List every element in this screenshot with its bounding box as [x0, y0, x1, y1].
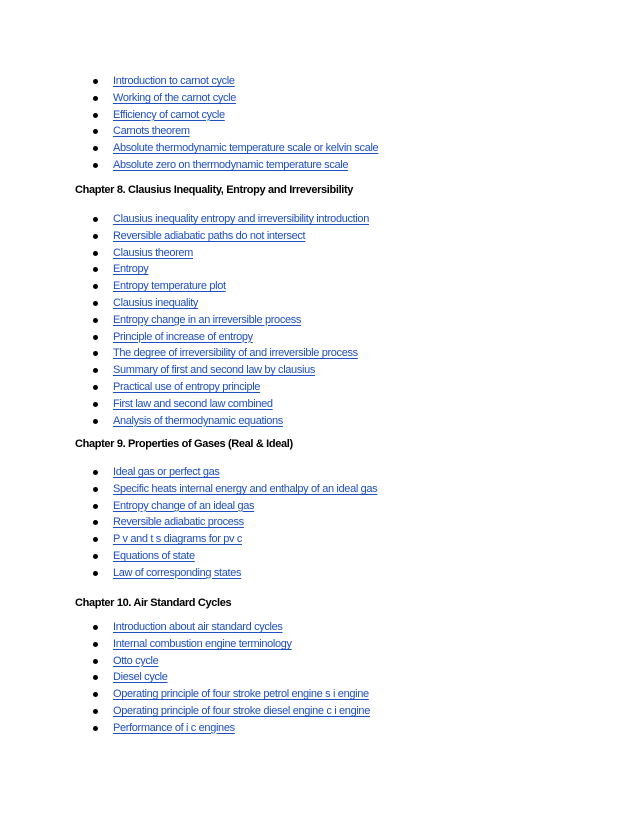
topic-link[interactable]: Absolute zero on thermodynamic temperature scale — [113, 158, 349, 171]
list-item — [0, 720, 638, 737]
list-item — [0, 619, 638, 636]
bullet-icon — [93, 335, 98, 340]
topic-link[interactable]: Operating principle of four stroke petrol engine s i engine — [113, 688, 369, 701]
list-item — [0, 140, 638, 157]
bullet-icon — [93, 537, 98, 542]
list-item — [0, 686, 638, 703]
list-item — [0, 531, 638, 548]
list-item — [0, 107, 638, 124]
topic-link[interactable]: Analysis of thermodynamic equations — [113, 414, 283, 427]
chapter-8-topics-list — [0, 211, 638, 429]
topic-link[interactable]: Entropy change of an ideal gas — [113, 499, 255, 512]
list-item — [0, 636, 638, 653]
bullet-icon — [93, 692, 98, 697]
bullet-icon — [93, 487, 98, 492]
topic-link[interactable]: Practical use of entropy principle — [113, 380, 261, 393]
list-item — [0, 514, 638, 531]
bullet-icon — [93, 402, 98, 407]
topic-link[interactable]: Law of corresponding states — [113, 566, 242, 579]
topic-link[interactable]: Reversible adiabatic paths do not intersect — [113, 229, 306, 242]
topic-link[interactable]: First law and second law combined — [113, 397, 273, 410]
bullet-icon — [93, 351, 98, 356]
chapter-10-heading: Chapter 10. Air Standard Cycles — [75, 597, 232, 609]
bullet-icon — [93, 642, 98, 647]
topic-link[interactable]: Clausius inequality — [113, 296, 199, 309]
bullet-icon — [93, 113, 98, 118]
list-item — [0, 73, 638, 90]
list-item — [0, 157, 638, 174]
topic-link[interactable]: Clausius theorem — [113, 246, 193, 259]
list-item — [0, 379, 638, 396]
list-item — [0, 565, 638, 582]
topic-link[interactable]: Clausius inequality entropy and irreversibility introduction — [113, 213, 369, 225]
bullet-icon — [93, 284, 98, 289]
list-item — [0, 548, 638, 565]
list-item — [0, 703, 638, 720]
bullet-icon — [93, 163, 98, 168]
list-item — [0, 396, 638, 413]
bullet-icon — [93, 79, 98, 84]
bullet-icon — [93, 419, 98, 424]
topic-link[interactable]: Entropy change in an irreversible process — [113, 313, 302, 326]
bullet-icon — [93, 318, 98, 323]
bullet-icon — [93, 96, 98, 101]
bullet-icon — [93, 571, 98, 576]
bullet-icon — [93, 146, 98, 151]
chapter-9-topics-list — [0, 464, 638, 582]
topic-link[interactable]: Carnots theorem — [113, 125, 190, 138]
topic-link[interactable]: Performance of i c engines — [113, 721, 235, 734]
topic-link[interactable]: Introduction about air standard cycles — [113, 621, 283, 633]
bullet-icon — [93, 470, 98, 475]
topic-link[interactable]: P v and t s diagrams for pv c — [113, 533, 243, 546]
bullet-icon — [93, 267, 98, 272]
topic-link[interactable]: Reversible adiabatic process — [113, 516, 244, 529]
topic-link[interactable]: Working of the carnot cycle — [113, 91, 237, 104]
topic-link[interactable]: Operating principle of four stroke diesel engine c i engine — [113, 704, 370, 717]
topic-link[interactable]: Otto cycle — [113, 654, 159, 667]
bullet-icon — [93, 520, 98, 525]
carnot-topics-list — [0, 73, 638, 174]
topic-link[interactable]: Diesel cycle — [113, 671, 168, 684]
topic-link[interactable]: Efficiency of carnot cycle — [113, 108, 225, 121]
list-item — [0, 362, 638, 379]
topic-link[interactable]: Entropy — [113, 263, 149, 276]
bullet-icon — [93, 385, 98, 390]
list-item — [0, 413, 638, 430]
bullet-icon — [93, 659, 98, 664]
list-item — [0, 481, 638, 498]
bullet-icon — [93, 368, 98, 373]
bullet-icon — [93, 709, 98, 714]
list-item — [0, 498, 638, 515]
bullet-icon — [93, 675, 98, 680]
topic-link[interactable]: Ideal gas or perfect gas — [113, 466, 220, 478]
topic-link[interactable]: Introduction to carnot cycle — [113, 75, 235, 87]
list-item — [0, 669, 638, 686]
topic-link[interactable]: Absolute thermodynamic temperature scale or kelvin scale — [113, 142, 379, 155]
bullet-icon — [93, 217, 98, 222]
topic-link[interactable]: Principle of increase of entropy — [113, 330, 253, 343]
topic-link[interactable]: Equations of state — [113, 549, 195, 562]
list-item — [0, 329, 638, 346]
bullet-icon — [93, 726, 98, 731]
list-item — [0, 245, 638, 262]
list-item — [0, 123, 638, 140]
topic-link[interactable]: Summary of first and second law by clausius — [113, 364, 315, 377]
chapter-10-topics-list — [0, 619, 638, 737]
bullet-icon — [93, 554, 98, 559]
list-item — [0, 211, 638, 228]
topic-link[interactable]: The degree of irreversibility of and irreversible process — [113, 347, 358, 360]
topic-link[interactable]: Specific heats internal energy and enthalpy of an ideal gas — [113, 482, 378, 495]
chapter-9-heading: Chapter 9. Properties of Gases (Real & Ideal) — [75, 438, 293, 450]
list-item — [0, 464, 638, 481]
bullet-icon — [93, 129, 98, 134]
list-item — [0, 228, 638, 245]
bullet-icon — [93, 625, 98, 630]
bullet-icon — [93, 504, 98, 509]
list-item — [0, 345, 638, 362]
bullet-icon — [93, 301, 98, 306]
bullet-icon — [93, 251, 98, 256]
list-item — [0, 653, 638, 670]
topic-link[interactable]: Internal combustion engine terminology — [113, 637, 292, 650]
list-item — [0, 295, 638, 312]
chapter-8-heading: Chapter 8. Clausius Inequality, Entropy and Irreversibility — [75, 184, 354, 196]
list-item — [0, 312, 638, 329]
bullet-icon — [93, 234, 98, 239]
list-item — [0, 278, 638, 295]
list-item — [0, 90, 638, 107]
list-item — [0, 261, 638, 278]
topic-link[interactable]: Entropy temperature plot — [113, 280, 226, 293]
